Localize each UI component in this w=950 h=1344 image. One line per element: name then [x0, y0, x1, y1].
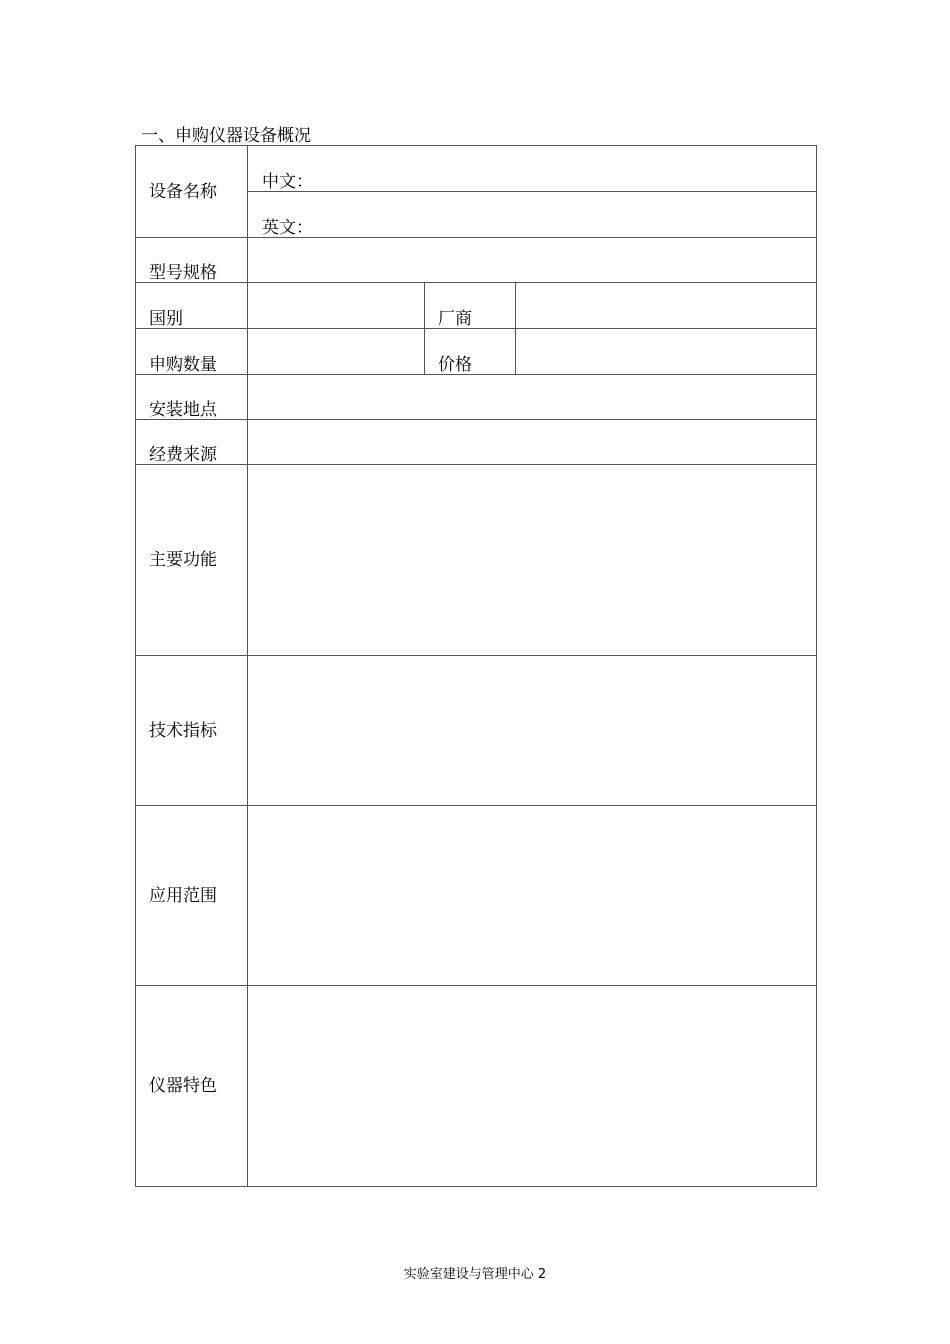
- manufacturer-field[interactable]: [516, 283, 817, 329]
- specs-field[interactable]: [248, 656, 817, 806]
- model-field[interactable]: [248, 238, 817, 283]
- chinese-name-label: 中文：: [262, 172, 313, 192]
- features-label: 仪器特色: [136, 986, 248, 1187]
- function-field[interactable]: [248, 465, 817, 656]
- country-label: 国别: [136, 283, 248, 329]
- quantity-label: 申购数量: [136, 329, 248, 375]
- function-label: 主要功能: [136, 465, 248, 656]
- section-title: 一、申购仪器设备概况: [141, 126, 311, 146]
- funding-field[interactable]: [248, 420, 817, 465]
- english-name-field[interactable]: [248, 192, 817, 238]
- application-field[interactable]: [248, 806, 817, 986]
- location-label: 安装地点: [136, 375, 248, 420]
- features-field[interactable]: [248, 986, 817, 1187]
- device-name-label: 设备名称: [136, 146, 248, 238]
- page-footer: 实验室建设与管理中心 2: [403, 1267, 547, 1282]
- model-label: 型号规格: [136, 238, 248, 283]
- manufacturer-label: 厂商: [425, 283, 516, 329]
- specs-label: 技术指标: [136, 656, 248, 806]
- english-name-label: 英文：: [262, 218, 313, 238]
- quantity-field[interactable]: [248, 329, 425, 375]
- price-label: 价格: [425, 329, 516, 375]
- country-field[interactable]: [248, 283, 425, 329]
- funding-label: 经费来源: [136, 420, 248, 465]
- equipment-application-table: [135, 145, 817, 1187]
- price-field[interactable]: [516, 329, 817, 375]
- chinese-name-field[interactable]: [248, 146, 817, 192]
- location-field[interactable]: [248, 375, 817, 420]
- application-label: 应用范围: [136, 806, 248, 986]
